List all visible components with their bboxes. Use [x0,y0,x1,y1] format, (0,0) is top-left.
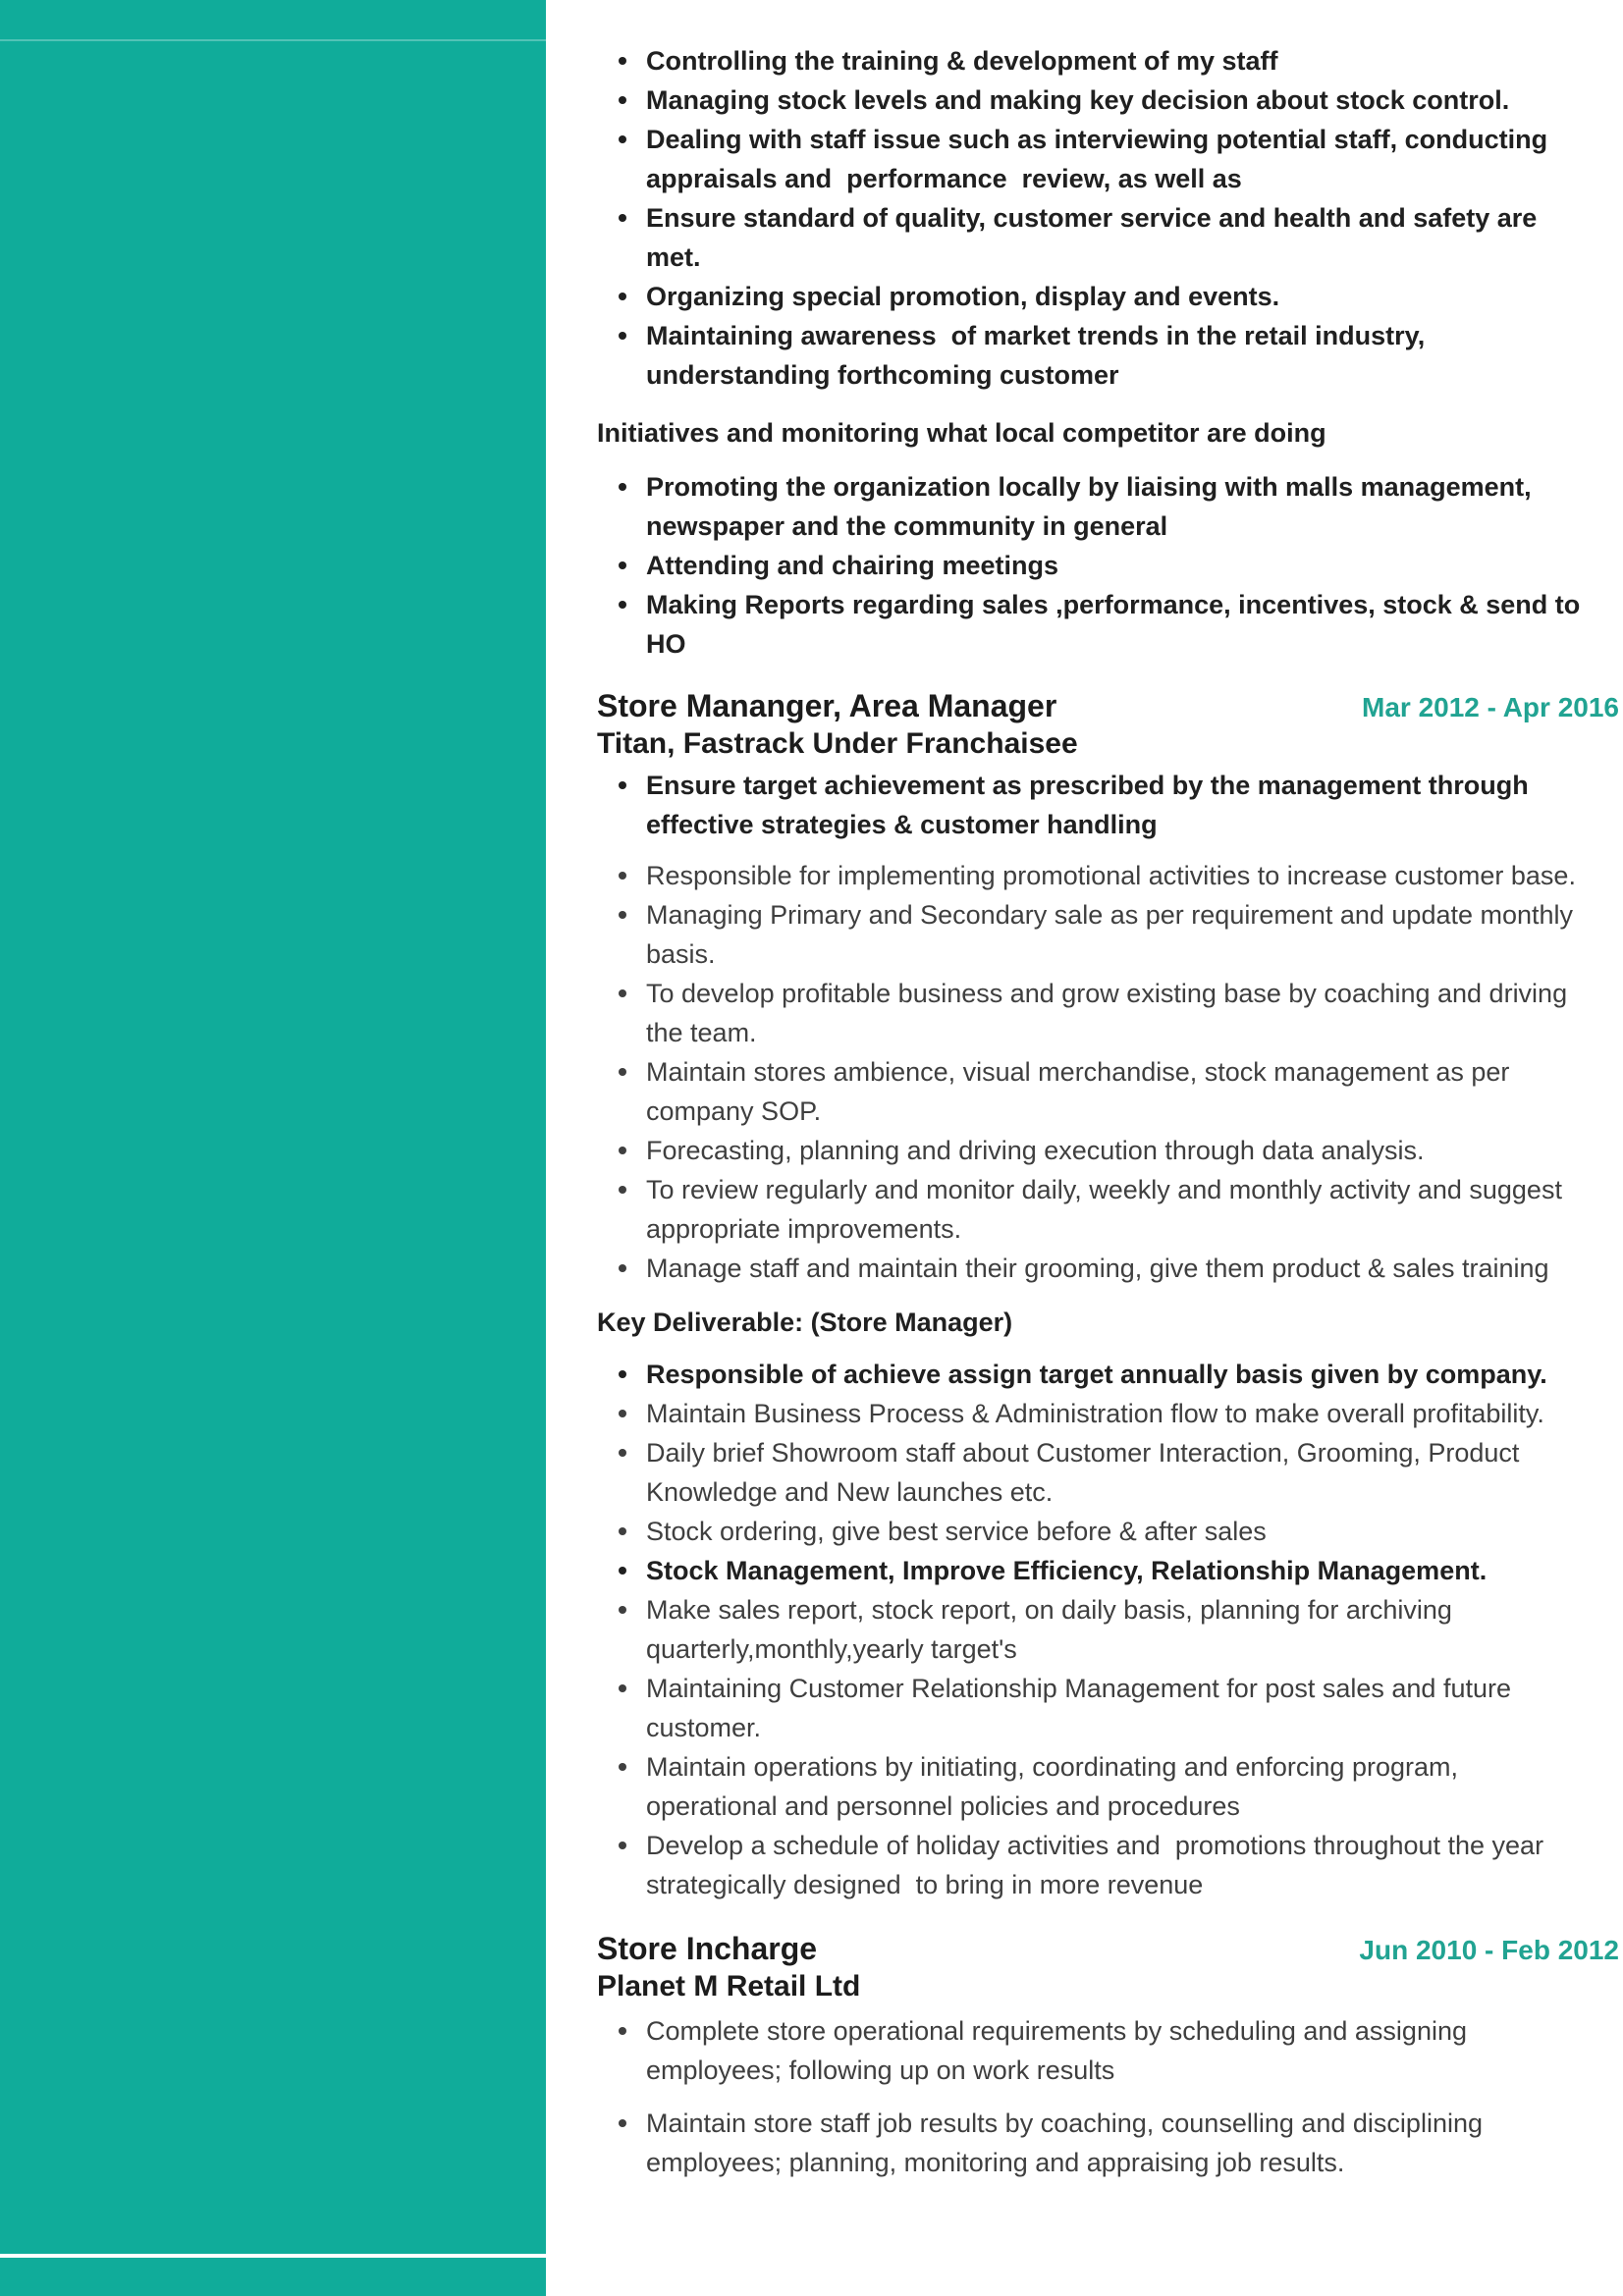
bullet-item: Making Reports regarding sales ,performance, incentives, stock & send to HO [597,585,1619,664]
bullet-item: Develop a schedule of holiday activities and promotions throughout the year strategically designed to bring in more revenue [597,1826,1619,1904]
job-company: Titan, Fastrack Under Franchaisee [597,727,1078,760]
duties-list-secondary [597,467,1619,664]
job-duties-list [597,2011,1619,2182]
bullet-item: Ensure target achievement as prescribed by the management through effective strategies & customer handling [597,766,1619,844]
job-header-store-incharge [597,1931,1619,2004]
bullet-item: Maintain operations by initiating, coordinating and enforcing program, operational and personnel policies and procedures [597,1747,1619,1826]
bullet-item: Ensure standard of quality, customer service and health and safety are met. [597,198,1619,277]
bullet-item: Maintain store staff job results by coaching, counselling and disciplining employees; planning, monitoring and appraising job results. [597,2104,1619,2182]
key-deliverable-list [597,1355,1619,1904]
job-duties-list [597,856,1619,1288]
key-deliverable-heading: Key Deliverable: (Store Manager) [597,1308,1013,1337]
job-title-row [597,688,1619,725]
bullet-item: To develop profitable business and grow existing base by coaching and driving the team. [597,974,1619,1052]
bullet-item: Make sales report, stock report, on daily basis, planning for archiving quarterly,monthly,yearly target's [597,1590,1619,1669]
bullet-item: Maintaining awareness of market trends in the retail industry, understanding forthcoming customer [597,316,1619,395]
job-header-store-manager [597,688,1619,762]
sidebar-panel [0,0,546,2296]
job-lead-bullet-list [597,766,1619,844]
bullet-item: Stock ordering, give best service before & after sales [597,1512,1619,1551]
initiatives-line: Initiatives and monitoring what local competitor are doing [597,418,1326,448]
bullet-item: Responsible for implementing promotional activities to increase customer base. [597,856,1619,895]
page-break-line-top [0,39,546,41]
bullet-item: Complete store operational requirements by scheduling and assigning employees; following up on work results [597,2011,1619,2090]
experience-section [597,0,1619,2182]
bullet-item: Forecasting, planning and driving execution through data analysis. [597,1131,1619,1170]
job-dates: Mar 2012 - Apr 2016 [1362,692,1619,722]
bullet-item: Dealing with staff issue such as interviewing potential staff, conducting appraisals and performance review, as well as [597,120,1619,198]
bullet-item: Controlling the training & development of my staff [597,41,1619,80]
bullet-item: Maintain Business Process & Administration flow to make overall profitability. [597,1394,1619,1433]
bullet-item: Manage staff and maintain their grooming, give them product & sales training [597,1249,1619,1288]
bullet-item: Promoting the organization locally by liaising with malls management, newspaper and the community in general [597,467,1619,546]
job-title: Store Mananger, Area Manager [597,688,1057,723]
bullet-item: Maintain stores ambience, visual merchandise, stock management as per company SOP. [597,1052,1619,1131]
job-dates: Jun 2010 - Feb 2012 [1359,1935,1619,1965]
bullet-item: Responsible of achieve assign target annually basis given by company. [597,1355,1619,1394]
duties-list-primary [597,41,1619,395]
bullet-item: Managing Primary and Secondary sale as per requirement and update monthly basis. [597,895,1619,974]
bullet-item: Stock Management, Improve Efficiency, Relationship Management. [597,1551,1619,1590]
bullet-item: To review regularly and monitor daily, weekly and monthly activity and suggest appropriate improvements. [597,1170,1619,1249]
bullet-item: Maintaining Customer Relationship Management for post sales and future customer. [597,1669,1619,1747]
job-title-row [597,1931,1619,1968]
bullet-item: Managing stock levels and making key decision about stock control. [597,80,1619,120]
page-break-line-bottom [0,2254,546,2258]
bullet-item: Daily brief Showroom staff about Customer Interaction, Grooming, Product Knowledge and New launches etc. [597,1433,1619,1512]
bullet-item: Attending and chairing meetings [597,546,1619,585]
bullet-item: Organizing special promotion, display and events. [597,277,1619,316]
job-company: Planet M Retail Ltd [597,1970,861,2002]
job-title: Store Incharge [597,1931,818,1966]
